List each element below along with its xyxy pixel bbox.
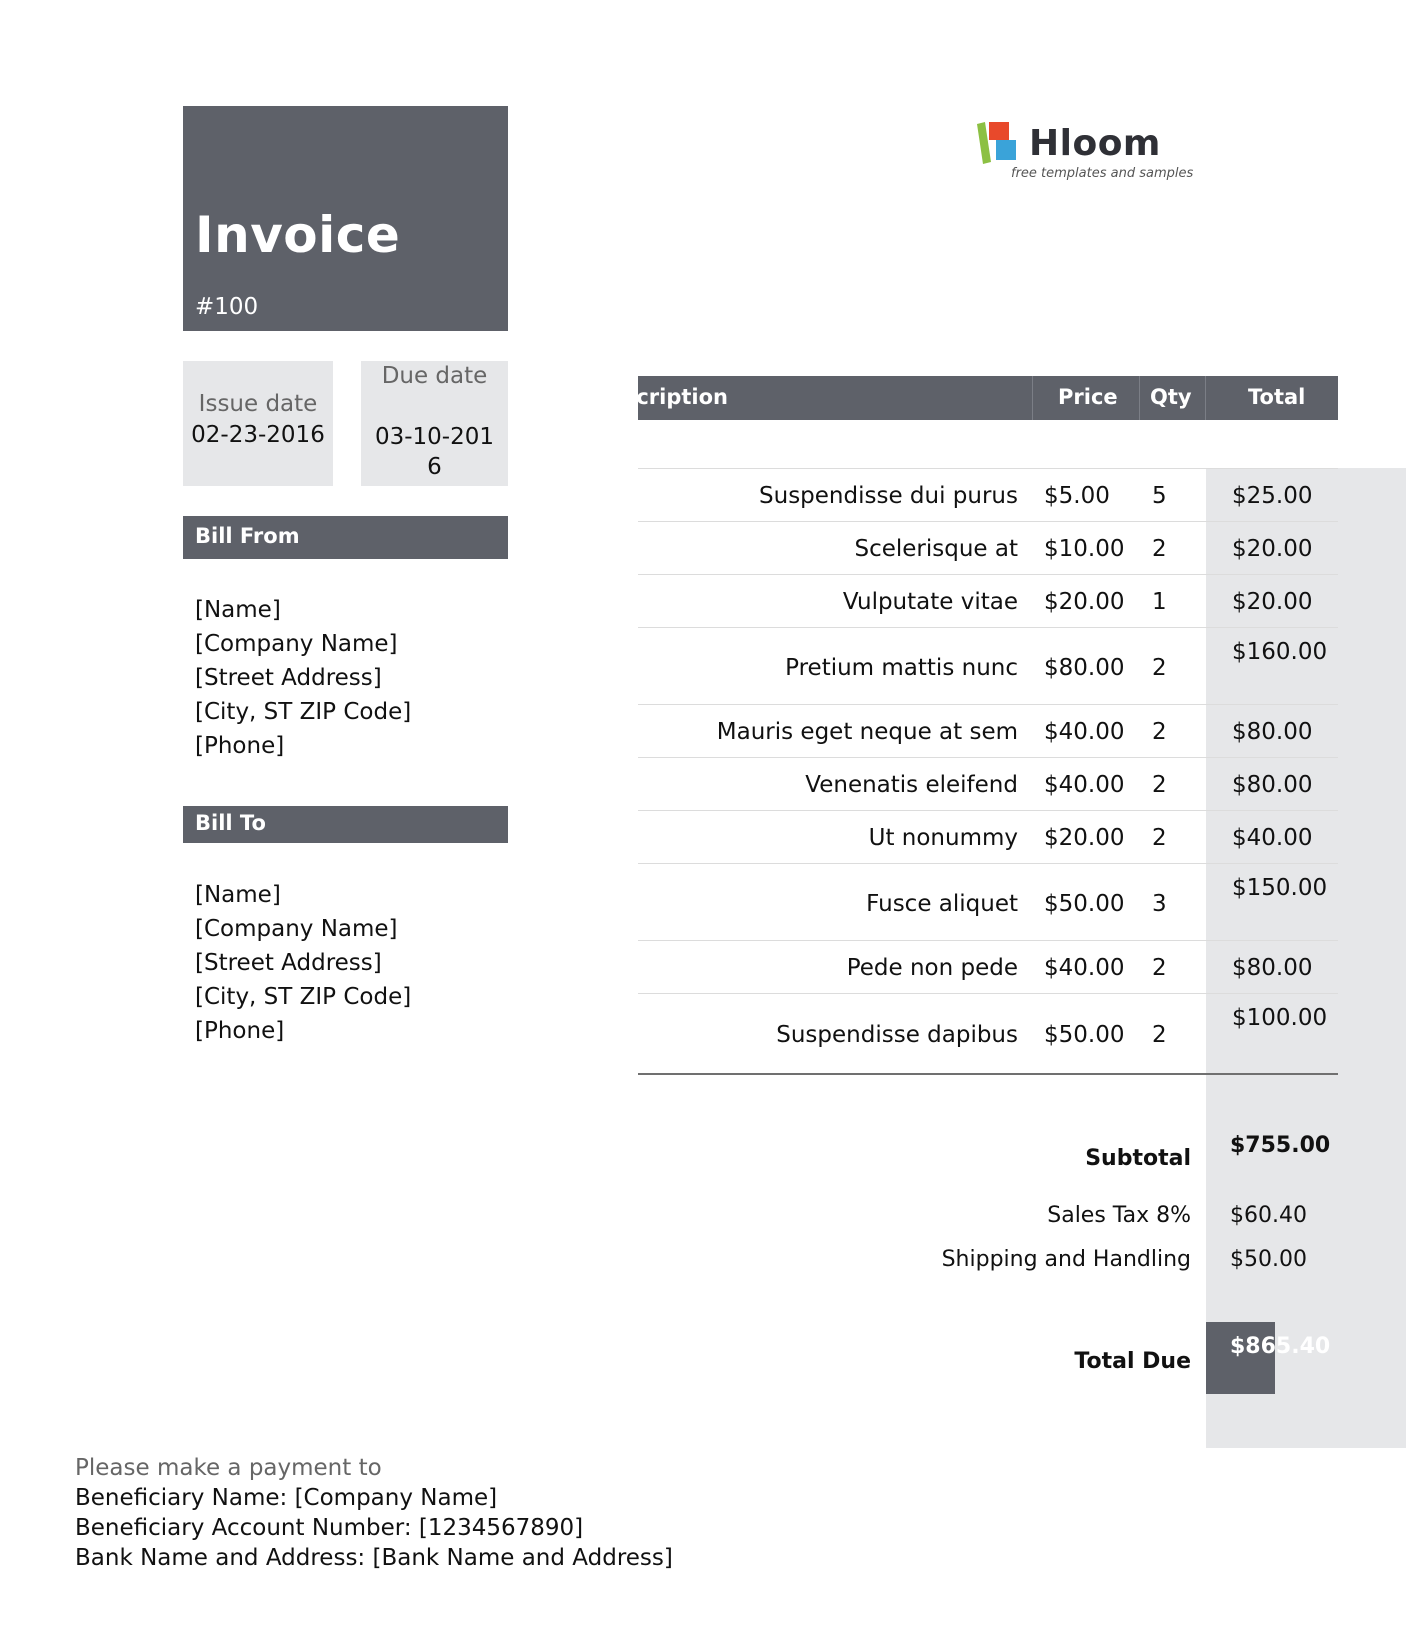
bill-to-city: [City, ST ZIP Code]: [195, 984, 412, 1010]
item-total: $100.00: [1232, 1005, 1328, 1031]
issue-date-box: [183, 361, 333, 486]
total-due-label: Total Due: [1074, 1349, 1191, 1374]
bill-to-phone: [Phone]: [195, 1018, 285, 1044]
item-description: Scelerisque at: [854, 536, 1018, 562]
bill-to-company: [Company Name]: [195, 916, 398, 942]
subtotal-label: Subtotal: [1085, 1146, 1191, 1171]
item-description: Venenatis eleifend: [805, 772, 1018, 798]
invoice-title: Invoice: [195, 206, 401, 264]
header-separator: [1032, 376, 1033, 420]
shipping-box: [1206, 1237, 1307, 1277]
header-description: Description: [592, 385, 728, 409]
item-price: $20.00: [1044, 825, 1125, 851]
bill-from-city: [City, ST ZIP Code]: [195, 699, 412, 725]
table-row: [638, 574, 1338, 628]
item-price: $50.00: [1044, 891, 1125, 917]
bill-from-name: [Name]: [195, 597, 281, 623]
item-qty: 5: [1152, 483, 1167, 509]
item-total: $40.00: [1232, 825, 1313, 851]
item-description: Fusce aliquet: [866, 891, 1018, 917]
table-row: [638, 627, 1338, 705]
subtotal-box: [1206, 1118, 1331, 1186]
bank-name-address: Bank Name and Address: [Bank Name and Address]: [75, 1545, 673, 1571]
beneficiary-account-number: Beneficiary Account Number: [1234567890]: [75, 1515, 584, 1541]
payment-instructions: [75, 1453, 673, 1573]
item-qty: 1: [1152, 589, 1167, 615]
item-qty: 2: [1152, 655, 1167, 681]
item-qty: 3: [1152, 891, 1167, 917]
item-description: Mauris eget neque at sem: [716, 719, 1018, 745]
total-due-value: $865.40: [1230, 1334, 1331, 1359]
logo-tagline: free templates and samples: [1011, 166, 1194, 181]
table-row: [638, 993, 1338, 1074]
due-date-value: 03-10-2016: [374, 424, 495, 480]
total-due-box: [1206, 1322, 1331, 1394]
header-total: Total: [1248, 385, 1306, 409]
item-qty: 2: [1152, 772, 1167, 798]
item-price: $5.00: [1044, 483, 1110, 509]
bill-to-name: [Name]: [195, 882, 281, 908]
item-total: $25.00: [1232, 483, 1313, 509]
beneficiary-name: Beneficiary Name: [Company Name]: [75, 1485, 498, 1511]
table-row: [638, 810, 1338, 864]
subtotal-value: $755.00: [1230, 1133, 1331, 1158]
item-price: $40.00: [1044, 772, 1125, 798]
item-price: $40.00: [1044, 719, 1125, 745]
item-price: $80.00: [1044, 655, 1125, 681]
item-qty: 2: [1152, 825, 1167, 851]
item-description: Ut nonummy: [868, 825, 1018, 851]
item-description: Pede non pede: [846, 955, 1018, 981]
item-total: $80.00: [1232, 955, 1313, 981]
bill-from-address: [195, 593, 411, 763]
shipping-label: Shipping and Handling: [941, 1247, 1191, 1272]
bill-from-street: [Street Address]: [195, 665, 382, 691]
table-row: [638, 757, 1338, 811]
item-description: Pretium mattis nunc: [785, 655, 1018, 681]
item-total: $80.00: [1232, 772, 1313, 798]
hloom-logo: [975, 118, 1195, 188]
item-qty: 2: [1152, 1022, 1167, 1048]
bill-from-phone: [Phone]: [195, 733, 285, 759]
item-total: $20.00: [1232, 536, 1313, 562]
bill-to-heading: Bill To: [195, 811, 266, 835]
header-price: Price: [1058, 385, 1118, 409]
items-table-header: [592, 376, 1338, 420]
header-qty: Qty: [1150, 385, 1192, 409]
table-row: [638, 940, 1338, 994]
item-price: $40.00: [1044, 955, 1125, 981]
item-description: Suspendisse dui purus: [759, 483, 1018, 509]
item-total: $160.00: [1232, 639, 1328, 665]
header-separator: [1139, 376, 1140, 420]
item-total: $20.00: [1232, 589, 1313, 615]
table-row: [638, 704, 1338, 758]
bill-from-company: [Company Name]: [195, 631, 398, 657]
item-price: $50.00: [1044, 1022, 1125, 1048]
bill-from-heading: Bill From: [195, 524, 300, 548]
bill-from-header: [183, 516, 508, 559]
bill-to-street: [Street Address]: [195, 950, 382, 976]
shipping-value: $50.00: [1230, 1247, 1307, 1272]
due-date-box: [361, 361, 508, 486]
bill-to-header: [183, 806, 508, 843]
logo-wordmark: Hloom: [1029, 123, 1161, 164]
item-total: $150.00: [1232, 875, 1328, 901]
table-row: [638, 863, 1338, 941]
table-row: [638, 521, 1338, 575]
item-qty: 2: [1152, 955, 1167, 981]
table-row: [638, 468, 1338, 522]
sales-tax-value: $60.40: [1230, 1203, 1307, 1228]
item-qty: 2: [1152, 719, 1167, 745]
sales-tax-box: [1206, 1190, 1307, 1234]
issue-date-label: Issue date: [198, 391, 318, 417]
item-price: $20.00: [1044, 589, 1125, 615]
bill-to-address: [195, 878, 411, 1048]
item-description: Vulputate vitae: [842, 589, 1018, 615]
item-total: $80.00: [1232, 719, 1313, 745]
header-separator: [1205, 376, 1206, 420]
invoice-title-block: [183, 106, 508, 331]
item-description: Suspendisse dapibus: [776, 1022, 1018, 1048]
sales-tax-label: Sales Tax 8%: [1047, 1203, 1191, 1228]
due-date-label: Due date: [381, 363, 488, 389]
issue-date-value: 02-23-2016: [191, 422, 325, 448]
payment-heading: Please make a payment to: [75, 1455, 382, 1481]
items-table: [592, 376, 1328, 1076]
item-qty: 2: [1152, 536, 1167, 562]
hloom-logo-icon: [975, 120, 1025, 166]
invoice-number: #100: [195, 294, 259, 320]
table-bottom-rule: [638, 1073, 1338, 1075]
item-price: $10.00: [1044, 536, 1125, 562]
